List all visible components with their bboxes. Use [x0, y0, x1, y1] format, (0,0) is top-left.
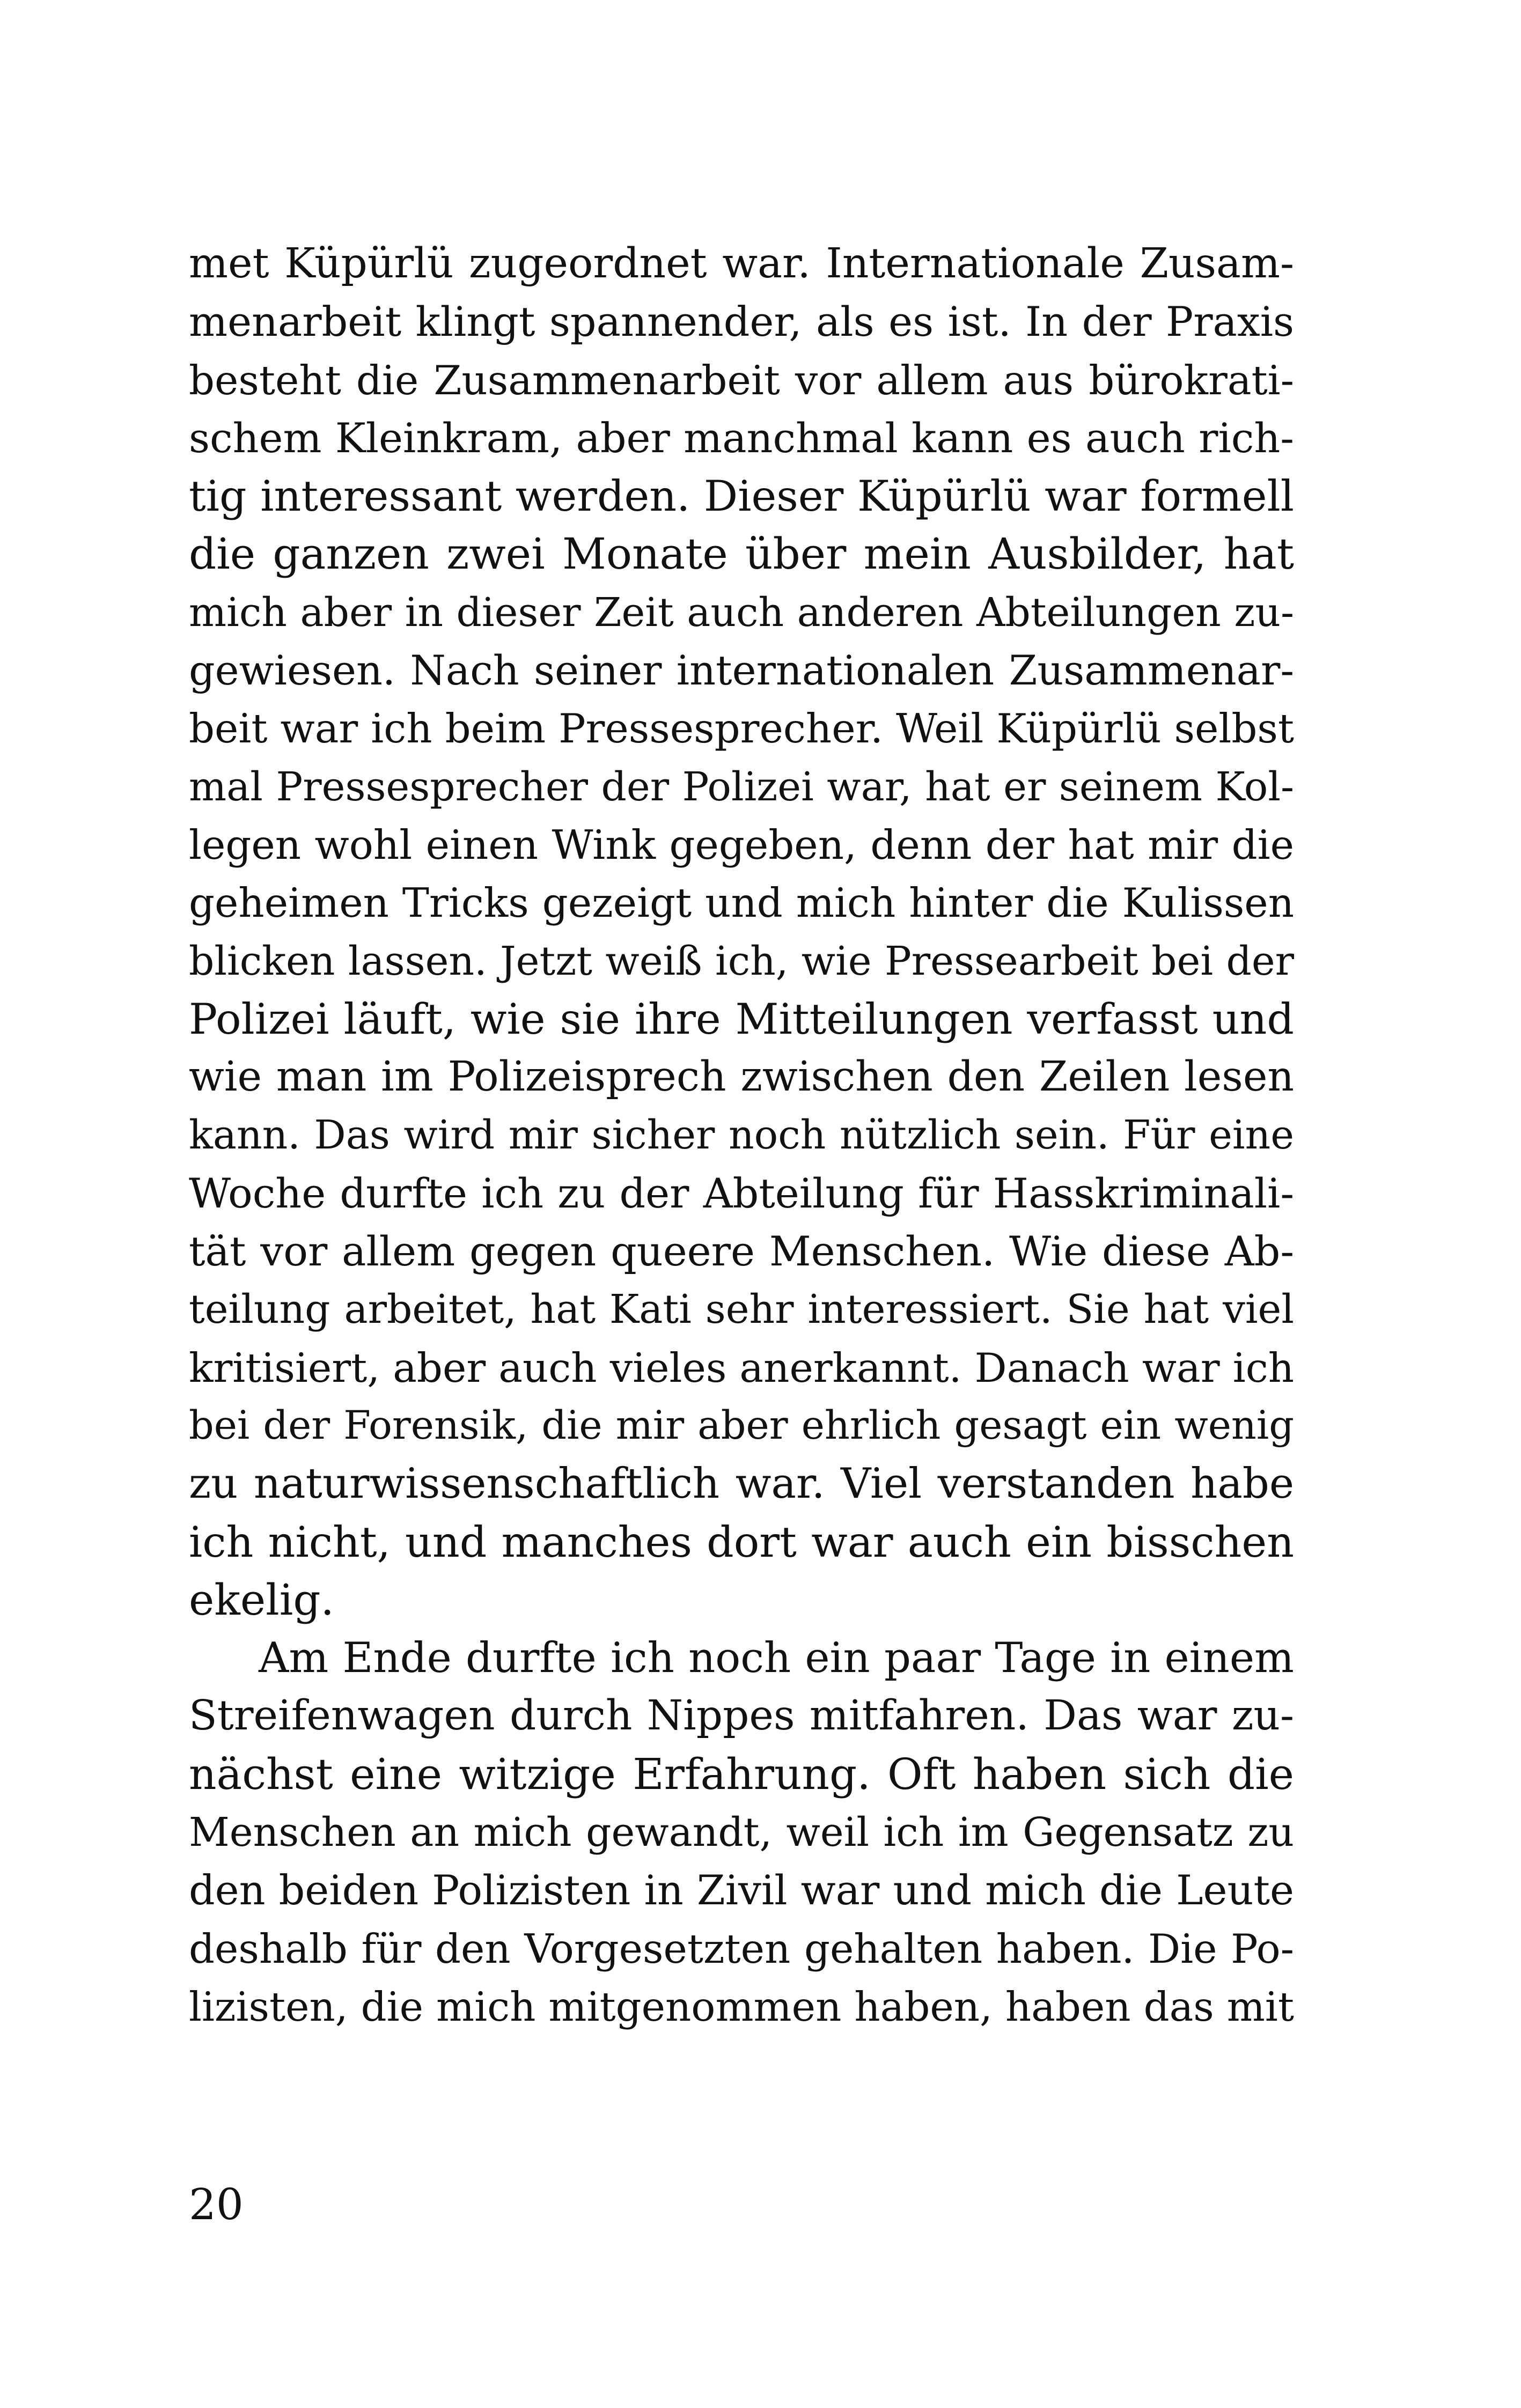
text-line: tig interessant werden. Dieser Küpürlü war formell: [189, 472, 1294, 521]
text-line: schem Kleinkram, aber manchmal kann es auch rich-: [189, 414, 1294, 462]
page-number: 20: [189, 2179, 244, 2229]
text-line: besteht die Zusammenarbeit vor allem aus bürokrati-: [189, 356, 1294, 404]
text-line: deshalb für den Vorgesetzten gehalten haben. Die Po-: [189, 1925, 1294, 1972]
text-line: wie man im Polizeisprech zwischen den Zeilen lesen: [189, 1053, 1294, 1101]
text-line: beit war ich beim Pressesprecher. Weil Küpürlü selbst: [189, 705, 1294, 753]
text-line: die ganzen zwei Monate über mein Ausbilder, hat: [189, 529, 1294, 579]
text-line: Am Ende durfte ich noch ein paar Tage in einem: [259, 1634, 1294, 1683]
text-line: tät vor allem gegen queere Menschen. Wie diese Ab-: [189, 1227, 1294, 1276]
text-line: zu naturwissenschaftlich war. Viel verstanden habe: [189, 1460, 1294, 1508]
text-line: ich nicht, und manches dort war auch ein bisschen: [189, 1517, 1294, 1567]
text-line: Woche durfte ich zu der Abteilung für Hasskriminali-: [189, 1169, 1294, 1217]
text-line: legen wohl einen Wink gegeben, denn der hat mir die: [189, 821, 1294, 868]
text-line: teilung arbeitet, hat Kati sehr interessiert. Sie hat viel: [189, 1286, 1294, 1333]
text-line: geheimen Tricks gezeigt und mich hinter die Kulissen: [189, 879, 1294, 927]
text-line: den beiden Polizisten in Zivil war und mich die Leute: [189, 1866, 1294, 1914]
text-line: bei der Forensik, die mir aber ehrlich gesagt ein wenig: [189, 1402, 1294, 1448]
text-line: blicken lassen. Jetzt weiß ich, wie Pressearbeit bei der: [189, 938, 1294, 984]
text-line: met Küpürlü zugeordnet war. Internationale Zusam-: [189, 240, 1294, 288]
text-line: Streifenwagen durch Nippes mitfahren. Das war zu-: [189, 1692, 1294, 1740]
text-line: lizisten, die mich mitgenommen haben, haben das mit: [189, 1983, 1294, 2030]
text-line: menarbeit klingt spannender, als es ist. In der Praxis: [189, 298, 1294, 346]
text-line: ekelig.: [189, 1574, 334, 1625]
text-line: mal Pressesprecher der Polizei war, hat er seinem Kol-: [189, 763, 1294, 810]
text-line: nächst eine witzige Erfahrung. Oft haben sich die: [189, 1749, 1294, 1799]
text-line: mich aber in dieser Zeit auch anderen Abteilungen zu-: [189, 589, 1294, 636]
text-line: Menschen an mich gewandt, weil ich im Gegensatz zu: [189, 1809, 1294, 1856]
text-line: kritisiert, aber auch vieles anerkannt. Danach war ich: [189, 1344, 1294, 1391]
text-line: Polizei läuft, wie sie ihre Mitteilungen verfasst und: [189, 994, 1294, 1044]
text-line: gewiesen. Nach seiner internationalen Zusammenar-: [189, 646, 1294, 695]
text-line: kann. Das wird mir sicher noch nützlich sein. Für eine: [189, 1112, 1294, 1159]
body-text: [189, 235, 1294, 2036]
